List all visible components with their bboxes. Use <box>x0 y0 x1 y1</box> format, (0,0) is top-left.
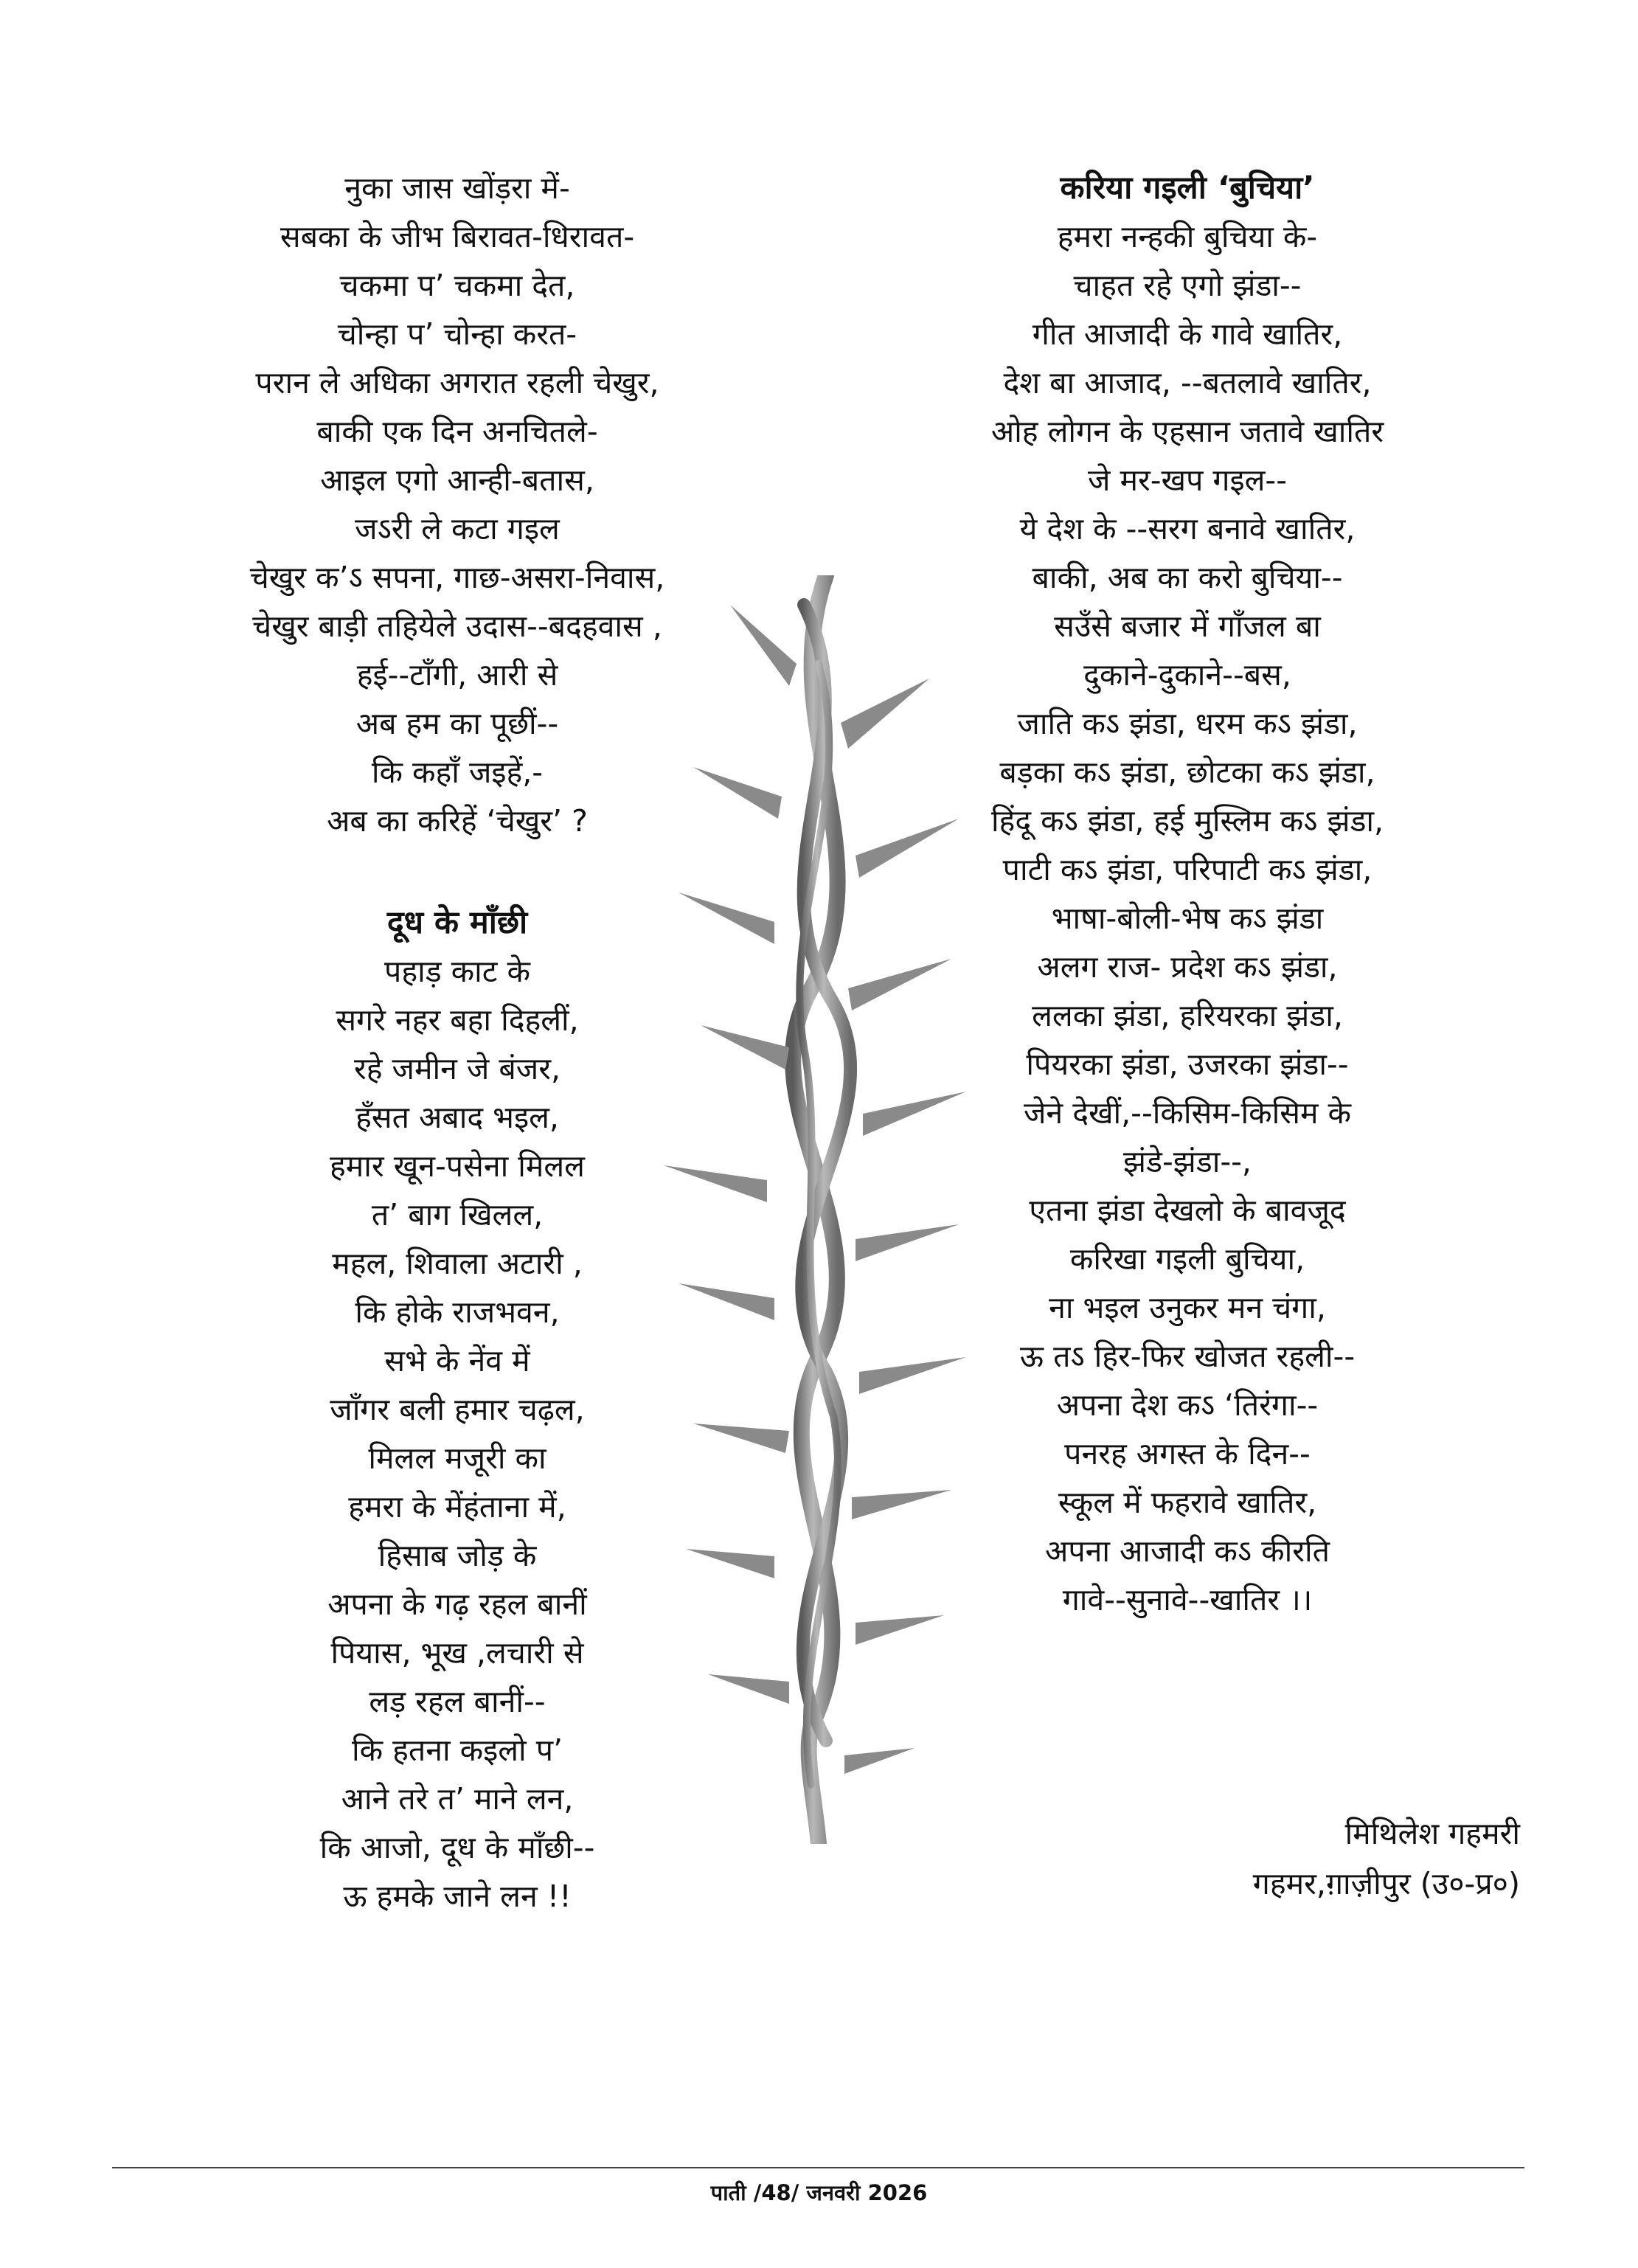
poem-line: सबका के जीभ बिरावत-धिरावत- <box>280 219 635 254</box>
page-footer: पाती /48/ जनवरी 2026 <box>710 2180 928 2205</box>
poem-line: जेने देखीं,--किसिम-किसिम के <box>1024 1095 1351 1131</box>
poem-line: त’ बाग खिलल, <box>371 1197 544 1232</box>
poem-line: आने तरे त’ माने लन, <box>341 1781 574 1817</box>
poem-line: पहाड़ काट के <box>384 954 530 989</box>
poem-line: हिसाब जोड़ के <box>378 1538 537 1573</box>
left-column <box>184 164 730 1921</box>
poem-line: आइल एगो आन्ही-बतास, <box>320 462 594 498</box>
poem-line: ललका झंडा, हरियरका झंडा, <box>1032 998 1343 1033</box>
poem-line: चेखुर बाड़ी तहियेले उदास--बदहवास , <box>252 608 662 644</box>
poem-line: करिखा गइली बुचिया, <box>1069 1241 1305 1277</box>
poem-line: अपना देश कऽ ‘तिरंगा-- <box>1056 1387 1319 1423</box>
poem-line: अब का करिहें ‘चेखुर’ ? <box>327 803 588 839</box>
poem-line: जे मर-खप गइल-- <box>1088 462 1287 498</box>
poem-line: पनरह अगस्त के दिन-- <box>1064 1436 1311 1471</box>
poem-line: महल, शिवाला अटारी , <box>332 1246 583 1281</box>
poem-line: झंडे-झंडा--, <box>1123 1144 1252 1179</box>
poem-line: लड़ रहल बानीं-- <box>369 1684 546 1719</box>
poem-line: ओह लोगन के एहसान जतावे खातिर <box>990 414 1384 449</box>
poem-line: हिंदू कऽ झंडा, हई मुस्लिम कऽ झंडा, <box>990 803 1384 839</box>
poem-line: सउँसे बजार में गाँजल बा <box>1054 608 1321 644</box>
author-credit <box>1253 1808 1520 1909</box>
poem-line: कि कहाँ जइहें,- <box>371 755 544 790</box>
poem-line: बड़का कऽ झंडा, छोटका कऽ झंडा, <box>999 755 1375 790</box>
poem-line: पियास, भूख ,लचारी से <box>330 1635 584 1671</box>
author-place: गहमर,ग़ाज़ीपुर (उ०-प्र०) <box>1252 1866 1520 1901</box>
poem-line: ऊ तऽ हिर-फिर खोजत रहली-- <box>1019 1339 1356 1374</box>
poem-line: कि होके राजभवन, <box>355 1294 560 1330</box>
poem-line: अब हम का पूछीं-- <box>355 706 559 741</box>
poem-line: गावे--सुनावे--खातिर ।। <box>1062 1582 1313 1617</box>
poem-line: ये देश के --सरग बनावे खातिर, <box>1019 511 1356 547</box>
poem-line: हई--टाँगी, आरी से <box>356 657 558 693</box>
poem-line: स्कूल में फहरावे खातिर, <box>1058 1485 1317 1520</box>
poem-line: भाषा-बोली-भेष कऽ झंडा <box>1051 901 1324 936</box>
poem-line: सगरे नहर बहा दिहलीं, <box>336 1002 579 1038</box>
poem-doodh-ke-maanchhi <box>184 898 730 1921</box>
poem-line: कि हतना कइलो प’ <box>351 1733 563 1768</box>
poem-line: चेखुर क’ऽ सपना, गाछ-असरा-निवास, <box>249 560 665 595</box>
poem-line: चोन्हा प’ चोन्हा करत- <box>337 316 577 352</box>
poem-chekhur <box>184 164 730 845</box>
poem-line: अलग राज- प्रदेश कऽ झंडा, <box>1037 949 1338 985</box>
poem-line: चकमा प’ चकमा देत, <box>339 268 575 303</box>
poem-line: मिलल मजूरी का <box>368 1440 546 1476</box>
poem-line: गीत आजादी के गावे खातिर, <box>1032 316 1343 352</box>
poem-line: एतना झंडा देखलो के बावजूद <box>1029 1193 1346 1228</box>
poem-line: पाटी कऽ झंडा, परिपाटी कऽ झंडा, <box>1002 852 1372 887</box>
poem-line: ऊ हमके जाने लन !! <box>343 1879 572 1914</box>
poem-line: कि आजो, दूध के माँछी-- <box>319 1830 595 1865</box>
footer-divider <box>112 2167 1524 2168</box>
poem-line: अपना आजादी कऽ कीरति <box>1045 1533 1330 1569</box>
poem-line: हमरा के मेंहंताना में, <box>348 1489 566 1525</box>
poem-line: पियरका झंडा, उजरका झंडा-- <box>1026 1047 1349 1082</box>
poem-line: नुका जास खोंड़रा में- <box>344 170 570 206</box>
poem-line: हमार खून-पसेना मिलल <box>330 1148 585 1184</box>
poem-line: चाहत रहे एगो झंडा-- <box>1073 268 1302 303</box>
poem-kariya-gaili-buchiya <box>907 164 1468 1624</box>
poem-title: करिया गइली ‘बुचिया’ <box>1060 170 1315 207</box>
right-column <box>907 164 1468 1624</box>
poem-line: ना भइल उनुकर मन चंगा, <box>1049 1290 1326 1325</box>
author-name: मिथिलेश गहमरी <box>1344 1816 1520 1851</box>
poem-line: देश बा आजाद, --बतलावे खातिर, <box>1003 365 1372 400</box>
poem-line: हमरा नन्हकी बुचिया के- <box>1057 219 1318 254</box>
poem-line: बाकी, अब का करो बुचिया-- <box>1032 560 1343 595</box>
poem-line: परान ले अधिका अगरात रहली चेखुर, <box>255 365 659 400</box>
poem-line: जाति कऽ झंडा, धरम कऽ झंडा, <box>1017 706 1358 741</box>
poem-line: जऽरी ले कटा गइल <box>355 511 560 547</box>
poem-line: हँसत अबाद भइल, <box>355 1100 559 1135</box>
poem-line: जाँगर बली हमार चढ़ल, <box>330 1392 585 1427</box>
poem-line: दुकाने-दुकाने--बस, <box>1083 657 1291 693</box>
poem-line: सभे के नेंव में <box>384 1343 530 1379</box>
poem-line: बाकी एक दिन अनचितले- <box>316 414 598 449</box>
poem-line: अपना के गढ़ रहल बानीं <box>327 1586 587 1622</box>
poem-title: दूध के माँछी <box>386 904 528 941</box>
poem-line: रहे जमीन जे बंजर, <box>353 1051 561 1086</box>
